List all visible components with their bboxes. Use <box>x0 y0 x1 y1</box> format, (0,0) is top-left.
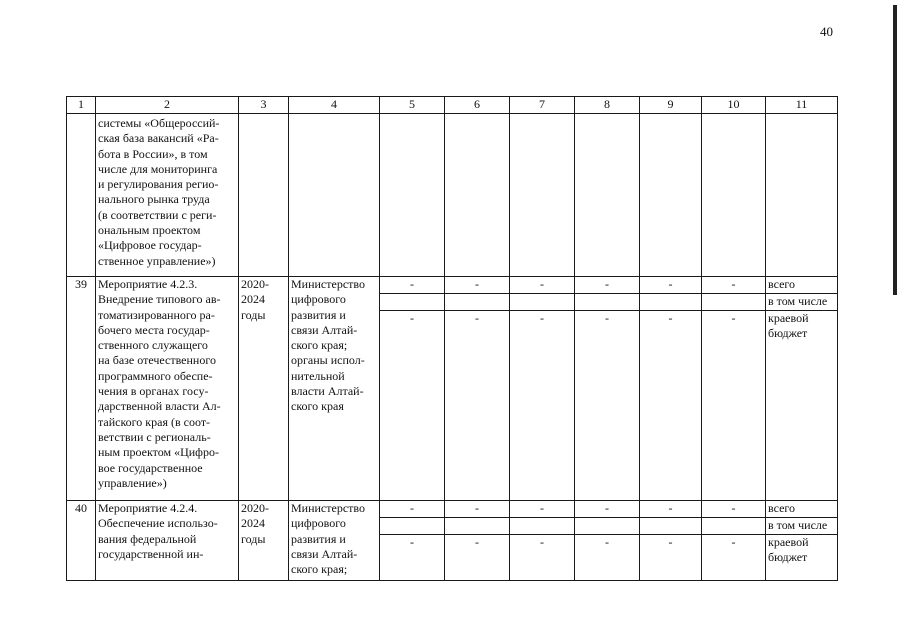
funding-source-including: в том числе <box>766 518 838 535</box>
value-cell: - <box>380 501 445 518</box>
measure-name-cell <box>96 501 239 581</box>
name-line: ветствии с региональ- <box>98 429 211 444</box>
header-cell: 1 <box>67 97 96 114</box>
measure-name-cell <box>96 277 239 501</box>
name-line: дарственной власти Ал- <box>98 399 221 414</box>
margin-rule <box>893 5 897 295</box>
table-row <box>67 501 838 518</box>
value-cell: - <box>445 277 510 294</box>
header-cell: 3 <box>239 97 289 114</box>
executor-cell: Министерство цифрового развития и связи Алтай- ского края; органы испол- нительной власти Алтай- ского края <box>289 277 380 501</box>
name-line: бота в России», в том <box>98 146 208 161</box>
value-cell: - <box>510 277 575 294</box>
value-cell: - <box>575 311 640 501</box>
header-cell: 4 <box>289 97 380 114</box>
value-cell: - <box>510 311 575 501</box>
header-cell: 5 <box>380 97 445 114</box>
name-line: тайского края (в соот- <box>98 414 211 429</box>
page-number: 40 <box>820 24 833 39</box>
value-cell: - <box>702 535 766 581</box>
name-line: и регулирования регио- <box>98 177 219 192</box>
period-cell: 2020- 2024 годы <box>239 277 289 501</box>
table-header-row <box>67 97 838 114</box>
name-line: ональным проектом <box>98 223 201 238</box>
name-line: системы «Общероссий- <box>98 116 220 130</box>
name-line: вое государственное <box>98 460 203 475</box>
table-row <box>67 277 838 294</box>
header-cell: 6 <box>445 97 510 114</box>
name-line: бочего места государ- <box>98 322 210 337</box>
budget-table <box>66 96 838 581</box>
name-line: нального рынка труда <box>98 192 210 207</box>
value-cell: - <box>510 535 575 581</box>
name-line: ская база вакансий «Ра- <box>98 131 219 146</box>
header-cell: 11 <box>766 97 838 114</box>
funding-source-total: всего <box>766 277 838 294</box>
name-line: Мероприятие 4.2.4. <box>98 501 198 515</box>
value-cell: - <box>445 501 510 518</box>
value-cell: - <box>640 311 702 501</box>
value-cell: - <box>445 311 510 501</box>
name-line: ственное управление») <box>98 253 216 268</box>
name-line: ным проектом «Цифро- <box>98 445 219 460</box>
value-cell: - <box>510 501 575 518</box>
period-cell: 2020- 2024 годы <box>239 501 289 581</box>
name-line: Обеспечение использо- <box>98 516 218 531</box>
header-cell: 8 <box>575 97 640 114</box>
row-number: 40 <box>67 501 96 581</box>
name-line: томатизированного ра- <box>98 307 215 322</box>
value-cell: - <box>575 535 640 581</box>
table-row <box>67 114 838 277</box>
name-line: (в соответствии с реги- <box>98 207 217 222</box>
header-cell: 9 <box>640 97 702 114</box>
row-number: 39 <box>67 277 96 501</box>
value-cell: - <box>380 535 445 581</box>
value-cell: - <box>702 501 766 518</box>
name-line: Внедрение типового ав- <box>98 292 221 307</box>
name-line: Мероприятие 4.2.3. <box>98 277 198 291</box>
value-cell: - <box>640 501 702 518</box>
name-line: чения в органах госу- <box>98 384 209 399</box>
name-line: вания федеральной <box>98 531 197 546</box>
header-cell: 2 <box>96 97 239 114</box>
name-line: программного обеспе- <box>98 368 213 383</box>
funding-source-total: всего <box>766 501 838 518</box>
value-cell: - <box>575 277 640 294</box>
value-cell: - <box>640 277 702 294</box>
name-line: государственной ин- <box>98 546 204 561</box>
funding-source-regional: краевой бюджет <box>766 311 838 501</box>
name-line: управление») <box>98 475 167 490</box>
name-line: на базе отечественного <box>98 353 216 368</box>
value-cell: - <box>380 277 445 294</box>
name-line: «Цифровое государ- <box>98 238 202 253</box>
funding-source-including: в том числе <box>766 294 838 311</box>
value-cell: - <box>702 311 766 501</box>
name-line: числе для мониторинга <box>98 161 218 176</box>
name-line: ственного служащего <box>98 338 208 353</box>
value-cell: - <box>575 501 640 518</box>
funding-source-regional: краевой бюджет <box>766 535 838 581</box>
executor-cell: Министерство цифрового развития и связи Алтай- ского края; <box>289 501 380 581</box>
measure-name-cell <box>96 114 239 277</box>
header-cell: 7 <box>510 97 575 114</box>
value-cell: - <box>445 535 510 581</box>
value-cell: - <box>380 311 445 501</box>
value-cell: - <box>640 535 702 581</box>
value-cell: - <box>702 277 766 294</box>
header-cell: 10 <box>702 97 766 114</box>
